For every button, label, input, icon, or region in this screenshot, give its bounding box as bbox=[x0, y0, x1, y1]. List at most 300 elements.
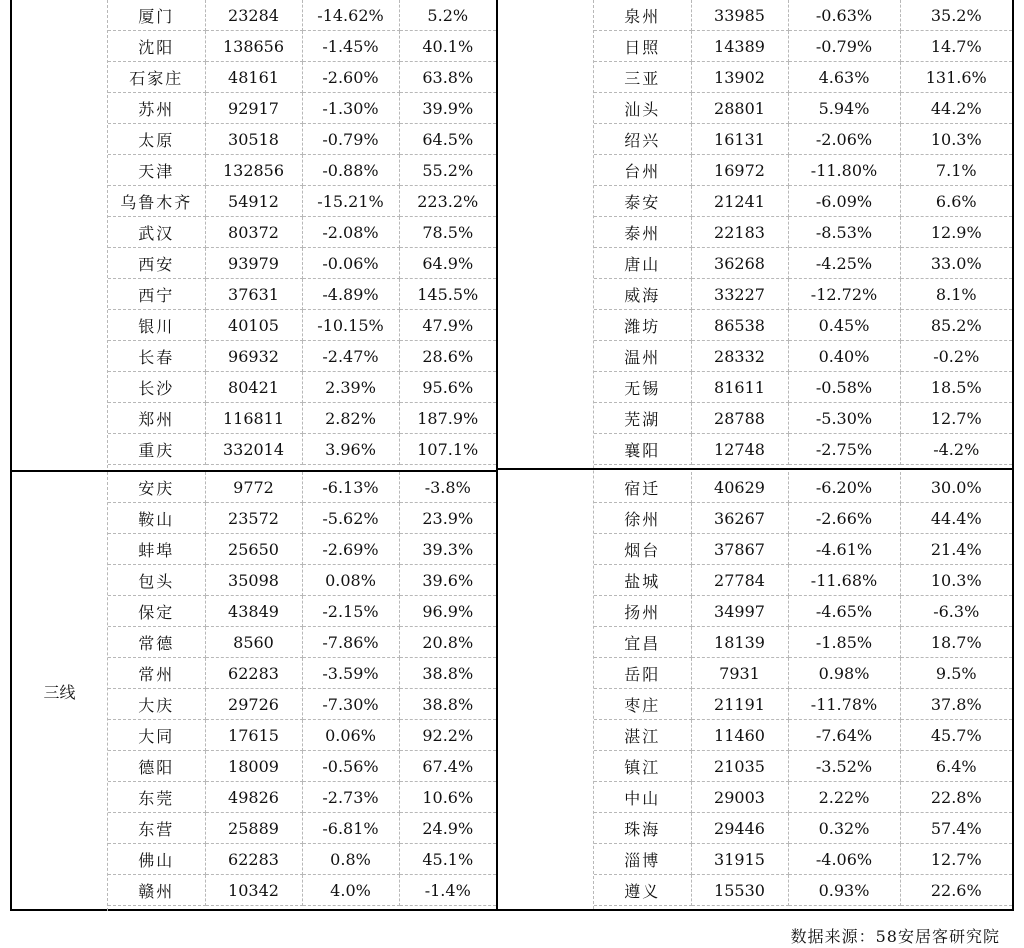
yoy-change-cell: 95.6% bbox=[399, 372, 496, 403]
mom-change-cell: -1.45% bbox=[302, 31, 399, 62]
yoy-change-cell: 44.2% bbox=[900, 93, 1012, 124]
price-cell: 29446 bbox=[691, 813, 788, 844]
yoy-change-cell: 12.7% bbox=[900, 403, 1012, 434]
price-cell: 43849 bbox=[205, 596, 302, 627]
mom-change-cell: 2.82% bbox=[302, 403, 399, 434]
table-row bbox=[594, 782, 1012, 813]
mom-change-cell: -0.79% bbox=[788, 31, 900, 62]
table-row bbox=[594, 565, 1012, 596]
yoy-change-cell: 35.2% bbox=[900, 0, 1012, 31]
mom-change-cell: 0.40% bbox=[788, 341, 900, 372]
price-cell: 132856 bbox=[205, 155, 302, 186]
yoy-change-cell: 12.7% bbox=[900, 844, 1012, 875]
mom-change-cell: -4.89% bbox=[302, 279, 399, 310]
yoy-change-cell: 40.1% bbox=[399, 31, 496, 62]
price-cell: 332014 bbox=[205, 434, 302, 465]
price-cell: 80421 bbox=[205, 372, 302, 403]
city-cell: 东营 bbox=[108, 813, 205, 844]
table-row bbox=[108, 565, 496, 596]
yoy-change-cell: 22.8% bbox=[900, 782, 1012, 813]
table-row bbox=[594, 658, 1012, 689]
table-row bbox=[594, 372, 1012, 403]
mom-change-cell: 0.06% bbox=[302, 720, 399, 751]
table-row bbox=[108, 782, 496, 813]
price-cell: 10342 bbox=[205, 875, 302, 906]
city-cell: 泰安 bbox=[594, 186, 691, 217]
price-cell: 21191 bbox=[691, 689, 788, 720]
table-row bbox=[108, 186, 496, 217]
mom-change-cell: -6.13% bbox=[302, 472, 399, 503]
mom-change-cell: -2.75% bbox=[788, 434, 900, 465]
yoy-change-cell: 145.5% bbox=[399, 279, 496, 310]
price-cell: 25650 bbox=[205, 534, 302, 565]
city-cell: 宿迁 bbox=[594, 472, 691, 503]
city-cell: 宜昌 bbox=[594, 627, 691, 658]
mom-change-cell: -4.61% bbox=[788, 534, 900, 565]
yoy-change-cell: 78.5% bbox=[399, 217, 496, 248]
city-cell: 厦门 bbox=[108, 0, 205, 31]
yoy-change-cell: 18.7% bbox=[900, 627, 1012, 658]
price-cell: 18009 bbox=[205, 751, 302, 782]
mom-change-cell: 5.94% bbox=[788, 93, 900, 124]
price-cell: 15530 bbox=[691, 875, 788, 906]
price-cell: 138656 bbox=[205, 31, 302, 62]
price-cell: 35098 bbox=[205, 565, 302, 596]
city-cell: 大同 bbox=[108, 720, 205, 751]
price-cell: 92917 bbox=[205, 93, 302, 124]
mom-change-cell: 0.93% bbox=[788, 875, 900, 906]
city-cell: 德阳 bbox=[108, 751, 205, 782]
price-cell: 31915 bbox=[691, 844, 788, 875]
mom-change-cell: -0.58% bbox=[788, 372, 900, 403]
price-cell: 29003 bbox=[691, 782, 788, 813]
table-row bbox=[108, 472, 496, 503]
yoy-change-cell: 39.3% bbox=[399, 534, 496, 565]
mom-change-cell: -6.20% bbox=[788, 472, 900, 503]
mom-change-cell: -2.08% bbox=[302, 217, 399, 248]
mom-change-cell: -3.52% bbox=[788, 751, 900, 782]
city-cell: 中山 bbox=[594, 782, 691, 813]
table-row bbox=[108, 875, 496, 906]
table-row bbox=[594, 720, 1012, 751]
price-cell: 16972 bbox=[691, 155, 788, 186]
price-cell: 16131 bbox=[691, 124, 788, 155]
right-tier-column bbox=[498, 0, 594, 909]
price-cell: 81611 bbox=[691, 372, 788, 403]
mom-change-cell: -6.09% bbox=[788, 186, 900, 217]
city-cell: 威海 bbox=[594, 279, 691, 310]
mom-change-cell: -2.60% bbox=[302, 62, 399, 93]
right-upper-table bbox=[594, 0, 1012, 465]
table-row bbox=[108, 248, 496, 279]
mom-change-cell: -2.15% bbox=[302, 596, 399, 627]
mom-change-cell: -2.47% bbox=[302, 341, 399, 372]
city-cell: 潍坊 bbox=[594, 310, 691, 341]
city-cell: 三亚 bbox=[594, 62, 691, 93]
tier-label: 三线 bbox=[12, 472, 108, 911]
price-cell: 28332 bbox=[691, 341, 788, 372]
mom-change-cell: 0.98% bbox=[788, 658, 900, 689]
table-row bbox=[108, 751, 496, 782]
tier-cell-upper bbox=[12, 0, 108, 468]
city-cell: 重庆 bbox=[108, 434, 205, 465]
price-cell: 116811 bbox=[205, 403, 302, 434]
yoy-change-cell: 10.3% bbox=[900, 565, 1012, 596]
price-cell: 9772 bbox=[205, 472, 302, 503]
table-row bbox=[594, 310, 1012, 341]
price-cell: 37867 bbox=[691, 534, 788, 565]
yoy-change-cell: 47.9% bbox=[399, 310, 496, 341]
city-cell: 襄阳 bbox=[594, 434, 691, 465]
city-cell: 银川 bbox=[108, 310, 205, 341]
city-cell: 包头 bbox=[108, 565, 205, 596]
table-row bbox=[108, 658, 496, 689]
table-row bbox=[108, 31, 496, 62]
mom-change-cell: -0.79% bbox=[302, 124, 399, 155]
price-cell: 49826 bbox=[205, 782, 302, 813]
mom-change-cell: -1.30% bbox=[302, 93, 399, 124]
price-cell: 93979 bbox=[205, 248, 302, 279]
city-cell: 苏州 bbox=[108, 93, 205, 124]
city-cell: 温州 bbox=[594, 341, 691, 372]
table-row bbox=[108, 62, 496, 93]
price-cell: 18139 bbox=[691, 627, 788, 658]
price-cell: 11460 bbox=[691, 720, 788, 751]
yoy-change-cell: 64.9% bbox=[399, 248, 496, 279]
mom-change-cell: -4.06% bbox=[788, 844, 900, 875]
price-cell: 23572 bbox=[205, 503, 302, 534]
table-row bbox=[108, 155, 496, 186]
city-cell: 赣州 bbox=[108, 875, 205, 906]
table-row bbox=[108, 844, 496, 875]
yoy-change-cell: 64.5% bbox=[399, 124, 496, 155]
mom-change-cell: -11.68% bbox=[788, 565, 900, 596]
mom-change-cell: -0.56% bbox=[302, 751, 399, 782]
price-cell: 7931 bbox=[691, 658, 788, 689]
yoy-change-cell: -6.3% bbox=[900, 596, 1012, 627]
right-table-half bbox=[498, 0, 1012, 909]
yoy-change-cell: -3.8% bbox=[399, 472, 496, 503]
city-cell: 盐城 bbox=[594, 565, 691, 596]
yoy-change-cell: 39.9% bbox=[399, 93, 496, 124]
mom-change-cell: 2.39% bbox=[302, 372, 399, 403]
data-table bbox=[10, 0, 1014, 911]
price-cell: 28788 bbox=[691, 403, 788, 434]
yoy-change-cell: 96.9% bbox=[399, 596, 496, 627]
right-lower-table bbox=[594, 472, 1012, 906]
mom-change-cell: -0.63% bbox=[788, 0, 900, 31]
mom-change-cell: -4.25% bbox=[788, 248, 900, 279]
city-cell: 日照 bbox=[594, 31, 691, 62]
mom-change-cell: -8.53% bbox=[788, 217, 900, 248]
table-row bbox=[108, 217, 496, 248]
yoy-change-cell: 187.9% bbox=[399, 403, 496, 434]
yoy-change-cell: 92.2% bbox=[399, 720, 496, 751]
table-row bbox=[594, 813, 1012, 844]
city-cell: 保定 bbox=[108, 596, 205, 627]
yoy-change-cell: 18.5% bbox=[900, 372, 1012, 403]
table-row bbox=[108, 279, 496, 310]
city-cell: 无锡 bbox=[594, 372, 691, 403]
mom-change-cell: -7.86% bbox=[302, 627, 399, 658]
city-cell: 汕头 bbox=[594, 93, 691, 124]
mom-change-cell: -5.30% bbox=[788, 403, 900, 434]
yoy-change-cell: 44.4% bbox=[900, 503, 1012, 534]
table-row bbox=[108, 689, 496, 720]
price-cell: 40629 bbox=[691, 472, 788, 503]
table-row bbox=[594, 0, 1012, 31]
yoy-change-cell: 39.6% bbox=[399, 565, 496, 596]
yoy-change-cell: 22.6% bbox=[900, 875, 1012, 906]
yoy-change-cell: 10.3% bbox=[900, 124, 1012, 155]
price-cell: 25889 bbox=[205, 813, 302, 844]
city-cell: 岳阳 bbox=[594, 658, 691, 689]
city-cell: 大庆 bbox=[108, 689, 205, 720]
yoy-change-cell: -0.2% bbox=[900, 341, 1012, 372]
yoy-change-cell: 6.6% bbox=[900, 186, 1012, 217]
city-cell: 烟台 bbox=[594, 534, 691, 565]
city-cell: 泰州 bbox=[594, 217, 691, 248]
yoy-change-cell: 10.6% bbox=[399, 782, 496, 813]
mom-change-cell: -7.64% bbox=[788, 720, 900, 751]
city-cell: 常州 bbox=[108, 658, 205, 689]
price-cell: 21035 bbox=[691, 751, 788, 782]
table-row bbox=[594, 93, 1012, 124]
yoy-change-cell: 131.6% bbox=[900, 62, 1012, 93]
price-cell: 17615 bbox=[205, 720, 302, 751]
price-cell: 33227 bbox=[691, 279, 788, 310]
yoy-change-cell: 85.2% bbox=[900, 310, 1012, 341]
city-cell: 绍兴 bbox=[594, 124, 691, 155]
table-row bbox=[108, 341, 496, 372]
yoy-change-cell: 37.8% bbox=[900, 689, 1012, 720]
yoy-change-cell: 45.7% bbox=[900, 720, 1012, 751]
city-cell: 东莞 bbox=[108, 782, 205, 813]
price-cell: 54912 bbox=[205, 186, 302, 217]
mom-change-cell: -2.69% bbox=[302, 534, 399, 565]
mom-change-cell: 2.22% bbox=[788, 782, 900, 813]
mom-change-cell: -11.80% bbox=[788, 155, 900, 186]
yoy-change-cell: 24.9% bbox=[399, 813, 496, 844]
mom-change-cell: -11.78% bbox=[788, 689, 900, 720]
yoy-change-cell: 7.1% bbox=[900, 155, 1012, 186]
yoy-change-cell: 21.4% bbox=[900, 534, 1012, 565]
mom-change-cell: -14.62% bbox=[302, 0, 399, 31]
yoy-change-cell: 8.1% bbox=[900, 279, 1012, 310]
right-tier-divider bbox=[498, 468, 1012, 470]
table-row bbox=[108, 403, 496, 434]
table-row bbox=[594, 62, 1012, 93]
yoy-change-cell: 33.0% bbox=[900, 248, 1012, 279]
city-cell: 长沙 bbox=[108, 372, 205, 403]
mom-change-cell: 0.45% bbox=[788, 310, 900, 341]
city-cell: 遵义 bbox=[594, 875, 691, 906]
data-source-note: 数据来源：58安居客研究院 bbox=[790, 927, 1000, 946]
yoy-change-cell: 38.8% bbox=[399, 689, 496, 720]
price-cell: 37631 bbox=[205, 279, 302, 310]
price-cell: 86538 bbox=[691, 310, 788, 341]
mom-change-cell: -2.66% bbox=[788, 503, 900, 534]
mom-change-cell: -15.21% bbox=[302, 186, 399, 217]
mom-change-cell: -3.59% bbox=[302, 658, 399, 689]
city-cell: 佛山 bbox=[108, 844, 205, 875]
city-cell: 西宁 bbox=[108, 279, 205, 310]
city-cell: 郑州 bbox=[108, 403, 205, 434]
mom-change-cell: 4.63% bbox=[788, 62, 900, 93]
yoy-change-cell: 57.4% bbox=[900, 813, 1012, 844]
table-row bbox=[594, 124, 1012, 155]
price-cell: 36267 bbox=[691, 503, 788, 534]
city-cell: 徐州 bbox=[594, 503, 691, 534]
yoy-change-cell: 20.8% bbox=[399, 627, 496, 658]
price-cell: 27784 bbox=[691, 565, 788, 596]
city-cell: 天津 bbox=[108, 155, 205, 186]
table-row bbox=[594, 875, 1012, 906]
city-cell: 安庆 bbox=[108, 472, 205, 503]
table-row bbox=[108, 372, 496, 403]
city-cell: 西安 bbox=[108, 248, 205, 279]
price-cell: 28801 bbox=[691, 93, 788, 124]
table-row bbox=[594, 844, 1012, 875]
city-cell: 唐山 bbox=[594, 248, 691, 279]
mom-change-cell: 0.8% bbox=[302, 844, 399, 875]
mom-change-cell: -5.62% bbox=[302, 503, 399, 534]
city-cell: 乌鲁木齐 bbox=[108, 186, 205, 217]
price-cell: 48161 bbox=[205, 62, 302, 93]
yoy-change-cell: 107.1% bbox=[399, 434, 496, 465]
city-cell: 武汉 bbox=[108, 217, 205, 248]
price-cell: 29726 bbox=[205, 689, 302, 720]
table-row bbox=[108, 596, 496, 627]
yoy-change-cell: -4.2% bbox=[900, 434, 1012, 465]
table-row bbox=[594, 627, 1012, 658]
price-cell: 62283 bbox=[205, 658, 302, 689]
city-cell: 鞍山 bbox=[108, 503, 205, 534]
table-row bbox=[108, 813, 496, 844]
table-row bbox=[594, 186, 1012, 217]
city-cell: 常德 bbox=[108, 627, 205, 658]
yoy-change-cell: 67.4% bbox=[399, 751, 496, 782]
yoy-change-cell: 5.2% bbox=[399, 0, 496, 31]
left-lower-table bbox=[108, 472, 496, 906]
yoy-change-cell: 14.7% bbox=[900, 31, 1012, 62]
table-row bbox=[594, 279, 1012, 310]
city-cell: 湛江 bbox=[594, 720, 691, 751]
yoy-change-cell: 223.2% bbox=[399, 186, 496, 217]
yoy-change-cell: 28.6% bbox=[399, 341, 496, 372]
table-row bbox=[594, 403, 1012, 434]
city-cell: 淄博 bbox=[594, 844, 691, 875]
price-cell: 13902 bbox=[691, 62, 788, 93]
price-cell: 62283 bbox=[205, 844, 302, 875]
table-row bbox=[108, 0, 496, 31]
table-row bbox=[108, 503, 496, 534]
mom-change-cell: -6.81% bbox=[302, 813, 399, 844]
left-upper-table bbox=[108, 0, 496, 465]
table-row bbox=[108, 534, 496, 565]
yoy-change-cell: 6.4% bbox=[900, 751, 1012, 782]
city-cell: 扬州 bbox=[594, 596, 691, 627]
price-cell: 34997 bbox=[691, 596, 788, 627]
table-row bbox=[594, 503, 1012, 534]
city-cell: 珠海 bbox=[594, 813, 691, 844]
table-row bbox=[594, 217, 1012, 248]
price-cell: 80372 bbox=[205, 217, 302, 248]
mom-change-cell: -0.06% bbox=[302, 248, 399, 279]
city-cell: 芜湖 bbox=[594, 403, 691, 434]
yoy-change-cell: 23.9% bbox=[399, 503, 496, 534]
mom-change-cell: 0.08% bbox=[302, 565, 399, 596]
mom-change-cell: 0.32% bbox=[788, 813, 900, 844]
table-row bbox=[594, 472, 1012, 503]
table-row bbox=[594, 248, 1012, 279]
mom-change-cell: 4.0% bbox=[302, 875, 399, 906]
price-cell: 36268 bbox=[691, 248, 788, 279]
yoy-change-cell: 63.8% bbox=[399, 62, 496, 93]
yoy-change-cell: 38.8% bbox=[399, 658, 496, 689]
yoy-change-cell: 9.5% bbox=[900, 658, 1012, 689]
yoy-change-cell: 45.1% bbox=[399, 844, 496, 875]
table-row bbox=[108, 310, 496, 341]
table-row bbox=[594, 596, 1012, 627]
yoy-change-cell: 12.9% bbox=[900, 217, 1012, 248]
mom-change-cell: -10.15% bbox=[302, 310, 399, 341]
table-row bbox=[594, 31, 1012, 62]
price-cell: 40105 bbox=[205, 310, 302, 341]
mom-change-cell: -7.30% bbox=[302, 689, 399, 720]
mom-change-cell: -2.73% bbox=[302, 782, 399, 813]
price-cell: 12748 bbox=[691, 434, 788, 465]
city-cell: 泉州 bbox=[594, 0, 691, 31]
price-cell: 30518 bbox=[205, 124, 302, 155]
yoy-change-cell: -1.4% bbox=[399, 875, 496, 906]
left-table-half bbox=[12, 0, 498, 909]
yoy-change-cell: 30.0% bbox=[900, 472, 1012, 503]
city-cell: 太原 bbox=[108, 124, 205, 155]
table-row bbox=[594, 689, 1012, 720]
table-row bbox=[108, 434, 496, 465]
mom-change-cell: -12.72% bbox=[788, 279, 900, 310]
city-cell: 台州 bbox=[594, 155, 691, 186]
table-row bbox=[108, 93, 496, 124]
city-cell: 长春 bbox=[108, 341, 205, 372]
city-cell: 枣庄 bbox=[594, 689, 691, 720]
mom-change-cell: -2.06% bbox=[788, 124, 900, 155]
mom-change-cell: -1.85% bbox=[788, 627, 900, 658]
price-cell: 22183 bbox=[691, 217, 788, 248]
table-row bbox=[594, 751, 1012, 782]
mom-change-cell: 3.96% bbox=[302, 434, 399, 465]
city-cell: 镇江 bbox=[594, 751, 691, 782]
table-row bbox=[594, 155, 1012, 186]
price-cell: 21241 bbox=[691, 186, 788, 217]
table-row bbox=[594, 434, 1012, 465]
price-cell: 23284 bbox=[205, 0, 302, 31]
city-cell: 蚌埠 bbox=[108, 534, 205, 565]
yoy-change-cell: 55.2% bbox=[399, 155, 496, 186]
city-cell: 石家庄 bbox=[108, 62, 205, 93]
table-row bbox=[108, 124, 496, 155]
price-cell: 8560 bbox=[205, 627, 302, 658]
mom-change-cell: -4.65% bbox=[788, 596, 900, 627]
price-cell: 96932 bbox=[205, 341, 302, 372]
price-cell: 33985 bbox=[691, 0, 788, 31]
price-cell: 14389 bbox=[691, 31, 788, 62]
table-row bbox=[108, 720, 496, 751]
table-row bbox=[594, 534, 1012, 565]
table-row bbox=[594, 341, 1012, 372]
city-cell: 沈阳 bbox=[108, 31, 205, 62]
